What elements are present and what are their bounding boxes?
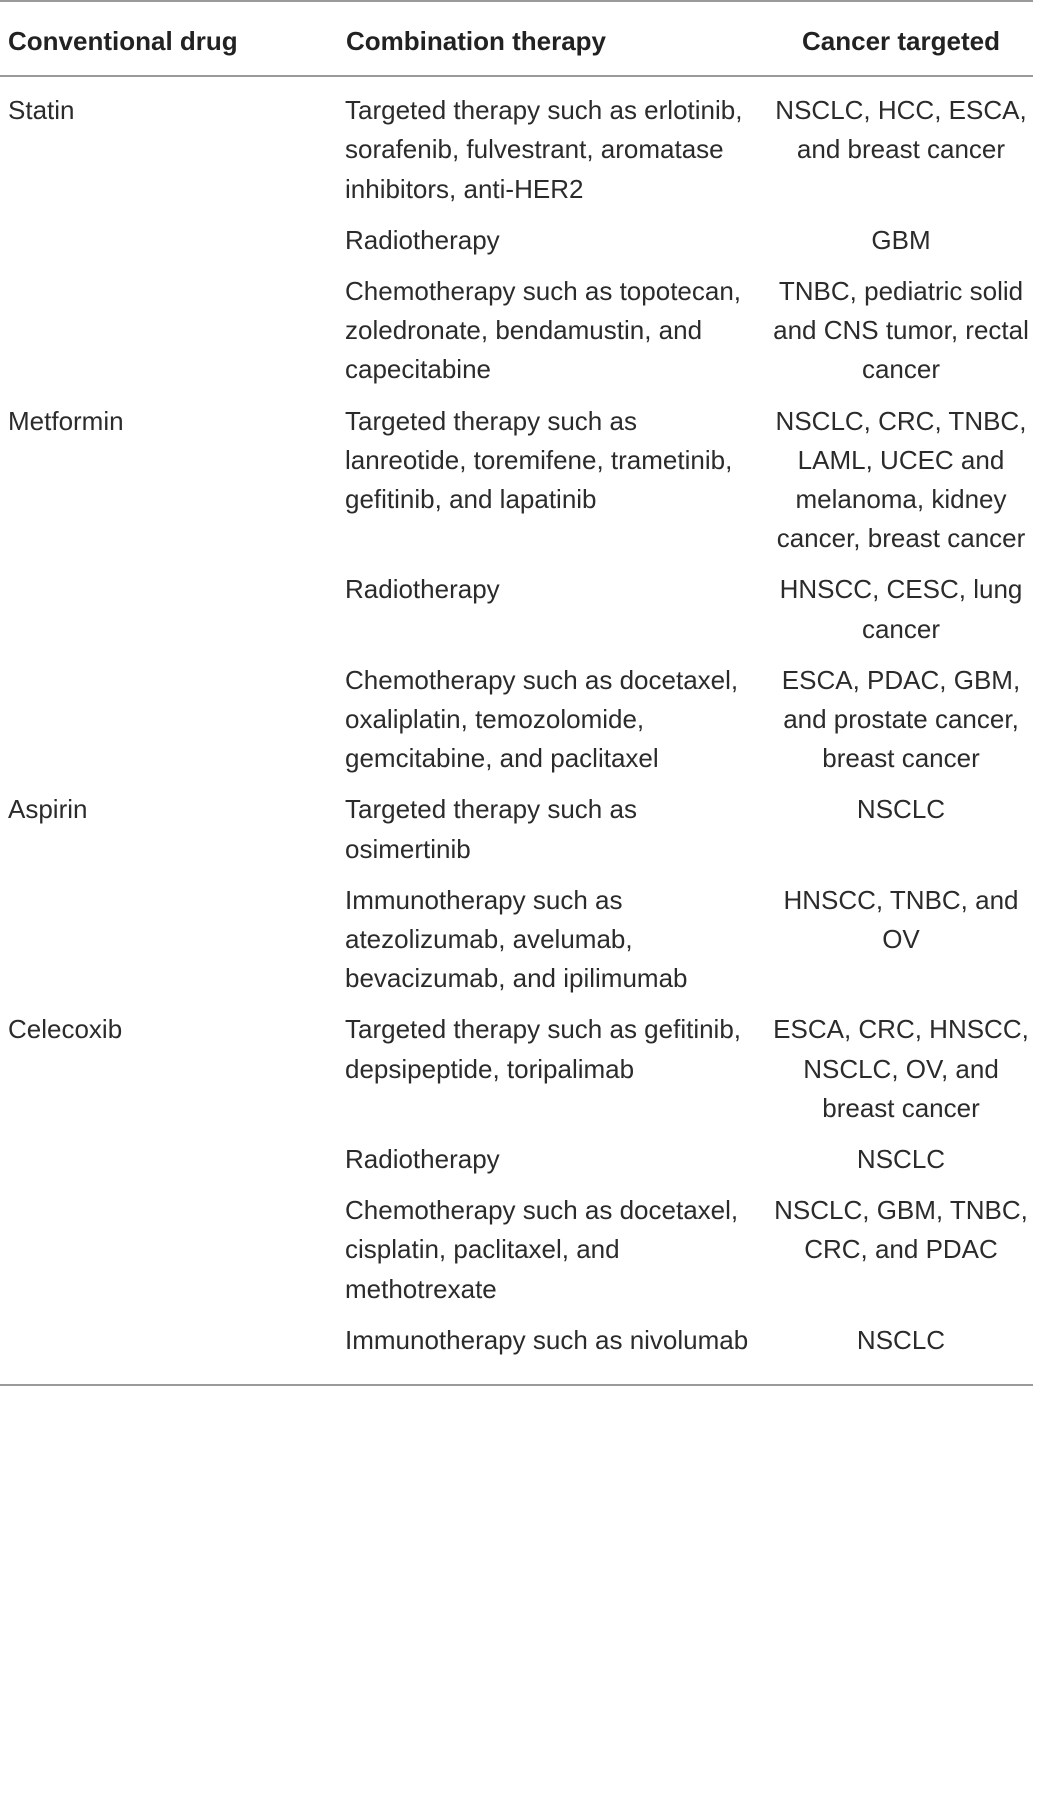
table-row (0, 1004, 1033, 1134)
table-row (0, 266, 1033, 396)
table-row (0, 76, 1033, 215)
cancer-cell: NSCLC, CRC, TNBC, LAML, UCEC and melanoma, kidney cancer, breast cancer (775, 405, 1027, 554)
cancer-cell: NSCLC (856, 1144, 946, 1175)
cancer-cell: NSCLC (856, 1324, 946, 1355)
drug-cell (0, 1315, 338, 1385)
cancer-cell: NSCLC, GBM, TNBC, CRC, and PDAC (774, 1195, 1028, 1265)
drug-cell (0, 655, 338, 785)
cancer-cell: ESCA, CRC, HNSCC, NSCLC, OV, and breast cancer (773, 1014, 1029, 1123)
table-row (0, 564, 1033, 654)
table-header-row (0, 1, 1033, 76)
drug-cell (0, 215, 338, 266)
therapy-cell: Radiotherapy (345, 1144, 500, 1175)
header-combination-therapy: Combination therapy (346, 26, 607, 56)
table-row (0, 655, 1033, 785)
table-row (0, 396, 1033, 565)
table-row (0, 1185, 1033, 1315)
therapy-cell: Targeted therapy such as lanreotide, toremifene, trametinib, gefitinib, and lapatinib (345, 405, 733, 515)
cancer-cell: ESCA, PDAC, GBM, and prostate cancer, breast cancer (781, 664, 1021, 774)
cancer-cell: HNSCC, CESC, lung cancer (779, 574, 1023, 644)
header-conventional-drug: Conventional drug (8, 26, 238, 56)
drug-cell: Metformin (8, 405, 124, 436)
therapy-cell: Radiotherapy (345, 574, 500, 605)
cancer-cell: HNSCC, TNBC, and OV (783, 884, 1019, 955)
therapy-cell: Radiotherapy (345, 224, 500, 255)
cancer-cell: TNBC, pediatric solid and CNS tumor, rectal cancer (773, 276, 1029, 385)
therapy-cell: Chemotherapy such as docetaxel, oxaliplatin, temozolomide, gemcitabine, and paclitaxel (345, 664, 739, 774)
therapy-cell: Immunotherapy such as nivolumab (345, 1324, 749, 1355)
drug-cell: Celecoxib (8, 1014, 123, 1045)
therapy-cell: Targeted therapy such as erlotinib, sorafenib, fulvestrant, aromatase inhibitors, anti-HER2 (345, 95, 743, 204)
table-row (0, 1134, 1033, 1185)
therapy-cell: Chemotherapy such as topotecan, zoledronate, bendamustin, and capecitabine (345, 276, 742, 385)
table-row (0, 1315, 1033, 1385)
drug-cell (0, 266, 338, 396)
table-row (0, 784, 1033, 874)
drug-cell: Aspirin (8, 794, 88, 825)
drug-cell (0, 1185, 338, 1315)
drug-cell: Statin (8, 95, 75, 126)
table-row (0, 215, 1033, 266)
therapy-cell: Targeted therapy such as gefitinib, depsipeptide, toripalimab (345, 1014, 742, 1084)
drug-cell (0, 875, 338, 1005)
header-cancer-targeted: Cancer targeted (802, 26, 1000, 56)
cancer-cell: GBM (871, 224, 931, 255)
drug-cell (0, 564, 338, 654)
table-row (0, 875, 1033, 1005)
cancer-cell: NSCLC, HCC, ESCA, and breast cancer (775, 95, 1027, 165)
therapy-cell: Immunotherapy such as atezolizumab, avelumab, bevacizumab, and ipilimumab (345, 884, 688, 994)
therapy-cell: Targeted therapy such as osimertinib (345, 794, 637, 864)
drug-cell (0, 1134, 338, 1185)
therapy-cell: Chemotherapy such as docetaxel, cisplatin, paclitaxel, and methotrexate (345, 1195, 739, 1304)
cancer-cell: NSCLC (856, 794, 946, 825)
